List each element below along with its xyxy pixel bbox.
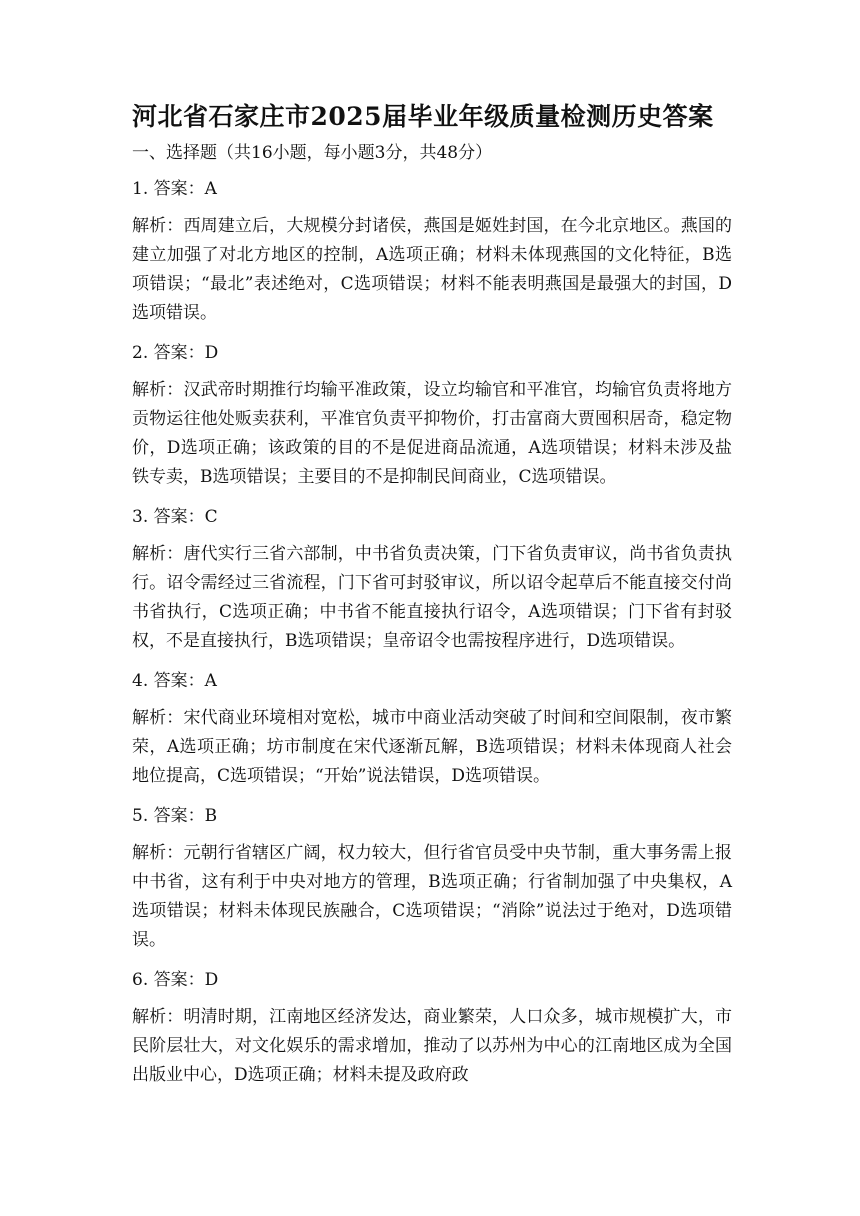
- document-title: 河北省石家庄市2025届毕业年级质量检测历史答案: [132, 102, 714, 131]
- answer-line: 2. 答案：D: [132, 343, 219, 363]
- explanation-text: 解析：明清时期，江南地区经济发达，商业繁荣，人口众多，城市规模扩大，市民阶层壮大，对文化娱乐的需求增加，推动了以苏州为中心的江南地区成为全国出版业中心，D选项正确；材料未提及政府政: [132, 1007, 732, 1085]
- explanation-text: 解析：元朝行省辖区广阔，权力较大，但行省官员受中央节制，重大事务需上报中书省，这有利于中央对地方的管理，B选项正确；行省制加强了中央集权，A选项错误；材料未体现民族融合，C选项错误；“消除”说法过于绝对，D选项错误。: [132, 843, 732, 950]
- question-3: [132, 504, 732, 656]
- answer-line: 1. 答案：A: [132, 179, 217, 199]
- explanation-text: 解析：宋代商业环境相对宽松，城市中商业活动突破了时间和空间限制，夜市繁荣，A选项正确；坊市制度在宋代逐渐瓦解，B选项错误；材料未体现商人社会地位提高，C选项错误；“开始”说法错误，D选项错误。: [132, 708, 732, 786]
- explanation-text: 解析：汉武帝时期推行均输平准政策，设立均输官和平准官，均输官负责将地方贡物运往他处贩卖获利，平准官负责平抑物价，打击富商大贾囤积居奇，稳定物价，D选项正确；该政策的目的不是促进商品流通，A选项错误；材料未涉及盐铁专卖，B选项错误；主要目的不是抑制民间商业，C选项错误。: [132, 380, 732, 487]
- question-6: [132, 967, 732, 1090]
- answer-line: 4. 答案：A: [132, 671, 217, 691]
- question-4: [132, 668, 732, 791]
- explanation-text: 解析：唐代实行三省六部制，中书省负责决策，门下省负责审议，尚书省负责执行。诏令需经过三省流程，门下省可封驳审议，所以诏令起草后不能直接交付尚书省执行，C选项正确；中书省不能直接执行诏令，A选项错误；门下省有封驳权，不是直接执行，B选项错误；皇帝诏令也需按程序进行，D选项错误。: [132, 544, 732, 651]
- question-1: [132, 176, 732, 328]
- question-5: [132, 803, 732, 955]
- answer-line: 6. 答案：D: [132, 970, 219, 990]
- question-2: [132, 340, 732, 492]
- explanation-text: 解析：西周建立后，大规模分封诸侯，燕国是姬姓封国，在今北京地区。燕国的建立加强了对北方地区的控制，A选项正确；材料未体现燕国的文化特征，B选项错误；“最北”表述绝对，C选项错误；材料不能表明燕国是最强大的封国，D选项错误。: [132, 216, 732, 323]
- section-heading: 一、选择题（共16小题，每小题3分，共48分）: [132, 143, 493, 163]
- answer-line: 3. 答案：C: [132, 507, 218, 527]
- answer-line: 5. 答案：B: [132, 806, 218, 826]
- answer-document: [132, 100, 732, 1102]
